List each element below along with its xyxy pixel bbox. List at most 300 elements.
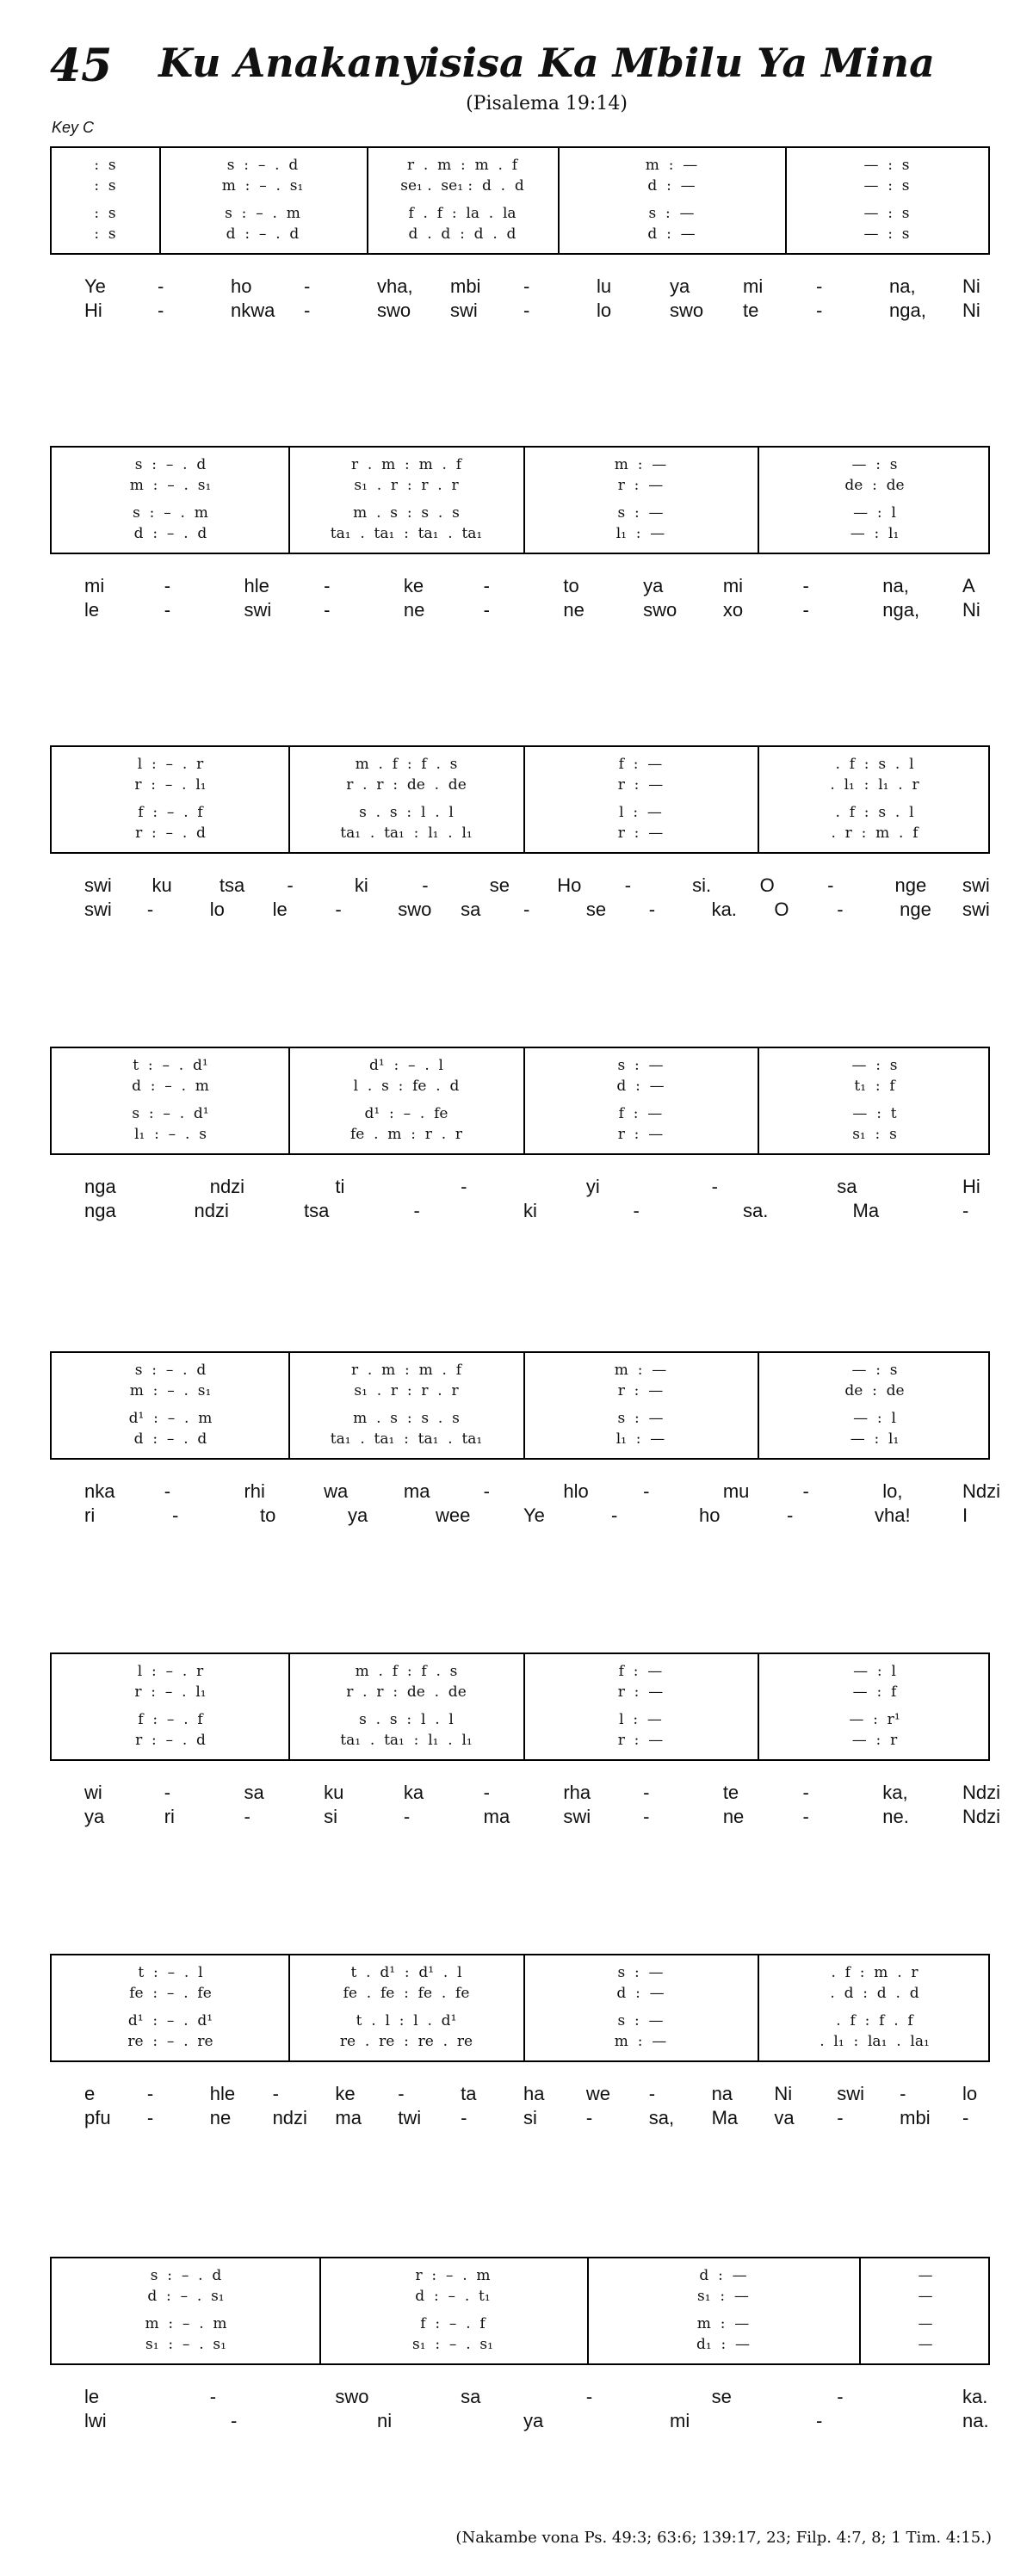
lyric-syllable: - (802, 1806, 809, 1827)
solfa-cell: ta₁ . ta₁ : ta₁ . ta₁ (330, 525, 483, 542)
solfa-cell: m : – . m (145, 2315, 227, 2332)
solfa-cell: m : — (696, 2315, 750, 2332)
lyric-syllable: swi (563, 1806, 591, 1827)
lyric-syllable: te (743, 300, 759, 321)
lyric-syllable: se (711, 2386, 732, 2407)
lyric-syllable: - (335, 899, 342, 920)
solfa-cell: m : — (645, 157, 698, 174)
lyric-syllable: Ma (711, 2107, 739, 2128)
solfa-cell: — : l₁ (850, 525, 900, 542)
lyric-syllable: - (164, 599, 171, 621)
lyric-syllable: si. (692, 874, 712, 896)
lyric-syllable: yi (585, 1176, 600, 1197)
lyric-syllable: - (633, 1200, 640, 1221)
solfa-cell: t₁ : f (854, 1078, 895, 1095)
solfa-cell: . f : f . f (836, 2012, 913, 2029)
bar-line (523, 1048, 525, 1153)
solfa-cell: l : — (619, 1711, 662, 1728)
solfa-cell: : s (94, 225, 116, 243)
solfa-cell: r : — (617, 776, 664, 794)
solfa-cell: ta₁ . ta₁ : ta₁ . ta₁ (330, 1430, 483, 1448)
solfa-cell: : s (94, 157, 116, 174)
lyric-syllable: ya (84, 1806, 105, 1827)
staff-box (50, 1652, 990, 1761)
lyric-syllable: Hi (962, 1176, 980, 1197)
lyric-syllable: ne (403, 599, 425, 621)
solfa-cell: . l₁ : la₁ . la₁ (820, 2033, 930, 2050)
lyric-syllable: - (461, 1176, 467, 1197)
lyric-syllable: - (802, 575, 809, 596)
lyric-syllable: na (711, 2083, 733, 2104)
solfa-cell: s : – . m (133, 504, 208, 522)
lyric-syllable: Ndzi (962, 1806, 1001, 1827)
lyric-syllable: si (523, 2107, 537, 2128)
lyric-syllable: swo (670, 300, 704, 321)
lyric-syllable: Ye (84, 275, 106, 297)
lyric-syllable: swi (450, 300, 478, 321)
solfa-cell: — : r¹ (849, 1711, 900, 1728)
lyric-syllable: nge (900, 899, 931, 920)
solfa-cell: r : — (617, 1732, 664, 1749)
lyric-syllable: ka (403, 1782, 424, 1803)
solfa-cell: — : s (851, 1057, 898, 1074)
solfa-cell: m : — (614, 2033, 667, 2050)
solfa-cell: t . d¹ : d¹ . l (350, 1964, 462, 1981)
bar-line (758, 448, 759, 553)
lyric-syllable: ke (403, 575, 424, 596)
lyric-syllable: - (146, 2107, 154, 2128)
lyric-syllable: ni (377, 2410, 393, 2431)
lyric-syllable: vha, (377, 275, 413, 297)
lyric-syllable: ne. (882, 1806, 909, 1827)
solfa-cell: r : — (617, 1126, 664, 1143)
lyric-syllable: - (164, 575, 171, 596)
lyric-syllable: - (209, 2386, 217, 2407)
solfa-cell: s : — (617, 2012, 664, 2029)
solfa-cell: — (918, 2288, 933, 2305)
solfa-cell: r : — (617, 1382, 664, 1399)
lyric-syllable: - (962, 1200, 969, 1221)
lyric-syllable: - (172, 1504, 179, 1526)
lyric-syllable: - (483, 1480, 490, 1502)
lyric-syllable: tsa (219, 874, 245, 896)
lyric-syllable: - (272, 2083, 279, 2104)
lyric-syllable: si (324, 1806, 338, 1827)
lyric-syllable: - (523, 899, 530, 920)
lyric-syllable: ta (461, 2083, 477, 2104)
lyric-syllable: nkwa (231, 300, 275, 321)
solfa-cell: d : — (647, 225, 696, 243)
lyric-syllable: - (585, 2107, 593, 2128)
solfa-cell: re : – . re (127, 2033, 213, 2050)
lyric-syllable: mi (743, 275, 764, 297)
lyric-syllable: I (962, 1504, 968, 1526)
lyric-syllable: hle (209, 2083, 236, 2104)
lyric-syllable: swo (643, 599, 677, 621)
solfa-cell: d : – . d (133, 525, 207, 542)
lyric-syllable: - (483, 1782, 490, 1803)
lyric-syllable: - (962, 2107, 969, 2128)
lyric-syllable: - (422, 874, 429, 896)
solfa-cell: . l₁ : l₁ . r (830, 776, 919, 794)
lyric-syllable: swi (244, 599, 272, 621)
lyric-syllable: - (900, 2083, 906, 2104)
lyric-syllable: na. (962, 2410, 989, 2431)
lyric-syllable: ku (152, 874, 172, 896)
solfa-cell: l . s : fe . d (353, 1078, 460, 1095)
solfa-cell: r . m : m . f (406, 157, 518, 174)
lyric-syllable: - (827, 874, 834, 896)
solfa-cell: — : l (853, 1410, 896, 1427)
lyric-syllable: - (611, 1504, 618, 1526)
lyric-syllable: swi (84, 874, 112, 896)
lyric-syllable: - (158, 300, 164, 321)
bar-line (758, 747, 759, 852)
lyric-syllable: - (403, 1806, 411, 1827)
lyric-syllable: se (489, 874, 510, 896)
solfa-cell: s : — (617, 504, 664, 522)
lyric-syllable: to (260, 1504, 276, 1526)
lyric-syllable: - (648, 2083, 656, 2104)
solfa-cell: d : — (699, 2267, 747, 2284)
solfa-cell: d : – . m (132, 1078, 209, 1095)
lyric-syllable: nka (84, 1480, 115, 1502)
lyric-syllable: - (483, 599, 490, 621)
solfa-cell: s . s : l . l (359, 1711, 454, 1728)
bar-line (758, 1048, 759, 1153)
solfa-cell: — : r (851, 1732, 898, 1749)
lyric-syllable: swo (398, 899, 432, 920)
lyric-syllable: swi (837, 2083, 865, 2104)
lyric-syllable: - (837, 2386, 844, 2407)
lyric-syllable: Ma (852, 1200, 880, 1221)
solfa-cell: : s (94, 177, 116, 195)
lyric-syllable: e (84, 2083, 96, 2104)
solfa-cell: r : – . m (415, 2267, 491, 2284)
lyric-syllable: hlo (563, 1480, 589, 1502)
hymn-title: Ku Anakanyisisa Ka Mbilu Ya Mina (158, 40, 935, 86)
staff-box (50, 446, 990, 554)
lyric-syllable: - (643, 1782, 650, 1803)
lyric-syllable: mi (722, 575, 744, 596)
lyric-syllable: lo (962, 2083, 978, 2104)
solfa-cell: . f : s . l (835, 804, 914, 821)
solfa-cell: de : de (844, 477, 905, 494)
solfa-cell: s₁ . r : r . r (354, 477, 459, 494)
solfa-cell: s : – . d (134, 1362, 207, 1379)
lyric-syllable: - (523, 275, 530, 297)
solfa-cell: — : s (851, 1362, 898, 1379)
solfa-cell: s : — (648, 205, 695, 222)
lyric-syllable: - (146, 2083, 154, 2104)
solfa-cell: r . m : m . f (350, 1362, 462, 1379)
lyric-syllable: swi (962, 874, 990, 896)
lyric-syllable: sa (461, 899, 481, 920)
solfa-cell: s₁ : — (697, 2288, 749, 2305)
lyric-syllable: nga, (882, 599, 920, 621)
lyric-syllable: va (774, 2107, 795, 2128)
lyric-syllable: sa (461, 2386, 481, 2407)
staff-box (50, 146, 990, 255)
lyric-syllable: - (324, 575, 331, 596)
solfa-cell: m . f : f . s (355, 1663, 458, 1680)
staff-box (50, 1351, 990, 1460)
lyric-syllable: nga, (889, 300, 926, 321)
solfa-cell: l₁ : – . s (134, 1126, 207, 1143)
lyric-syllable: nga (84, 1176, 116, 1197)
lyric-syllable: A (962, 575, 975, 596)
lyric-syllable: lu (597, 275, 612, 297)
solfa-cell: r : — (617, 477, 664, 494)
solfa-cell: r . r : de . de (346, 1683, 467, 1701)
lyric-syllable: ma (483, 1806, 510, 1827)
bar-line (758, 1654, 759, 1759)
lyric-syllable: te (722, 1782, 739, 1803)
lyric-syllable: O (774, 899, 789, 920)
lyric-syllable: ya (670, 275, 690, 297)
solfa-cell: m : — (614, 1362, 667, 1379)
solfa-cell: t : – . d¹ (133, 1057, 208, 1074)
solfa-cell: d : — (647, 177, 696, 195)
bar-line (288, 448, 290, 553)
lyric-syllable: ti (335, 1176, 345, 1197)
solfa-cell: — : s (863, 205, 910, 222)
solfa-cell: d : – . t₁ (415, 2288, 491, 2305)
lyric-syllable: le (84, 599, 100, 621)
lyric-syllable: - (523, 300, 530, 321)
lyric-syllable: ke (335, 2083, 356, 2104)
lyric-syllable: ma (335, 2107, 362, 2128)
lyric-syllable: Ndzi (962, 1480, 1001, 1502)
lyric-syllable: wi (84, 1782, 102, 1803)
lyric-syllable: - (244, 1806, 251, 1827)
lyric-syllable: - (164, 1782, 171, 1803)
lyric-syllable: lo (209, 899, 225, 920)
solfa-cell: fe : – . fe (129, 1985, 212, 2002)
solfa-cell: r : – . d (135, 825, 206, 842)
solfa-cell: — : l₁ (850, 1430, 900, 1448)
lyric-syllable: ma (403, 1480, 430, 1502)
lyric-syllable: Ndzi (962, 1782, 1001, 1803)
solfa-cell: s : – . d (150, 2267, 222, 2284)
solfa-cell: l : – . r (137, 1663, 204, 1680)
bar-line (288, 747, 290, 852)
bar-line (288, 1048, 290, 1153)
lyric-syllable: ya (348, 1504, 368, 1526)
solfa-cell: d¹ : – . m (128, 1410, 213, 1427)
lyric-syllable: ki (523, 1200, 537, 1221)
solfa-cell: — : s (863, 225, 910, 243)
solfa-cell: s : – . d (226, 157, 299, 174)
lyric-syllable: ki (354, 874, 368, 896)
lyric-syllable: hle (244, 575, 269, 596)
solfa-cell: . f : s . l (835, 756, 914, 773)
solfa-cell: ta₁ . ta₁ : l₁ . l₁ (340, 825, 473, 842)
solfa-cell: f : — (618, 1105, 663, 1122)
solfa-cell: d : – . s₁ (147, 2288, 225, 2305)
lyric-syllable: na, (882, 575, 909, 596)
lyric-syllable: mu (722, 1480, 750, 1502)
lyric-syllable: swi (962, 899, 990, 920)
lyric-syllable: xo (722, 599, 744, 621)
bar-line (523, 747, 525, 852)
lyric-syllable: - (304, 300, 311, 321)
lyric-syllable: swo (377, 300, 411, 321)
solfa-cell: l : – . r (137, 756, 204, 773)
lyric-syllable: ne (209, 2107, 232, 2128)
solfa-cell: r : – . d (135, 1732, 206, 1749)
solfa-cell: de : de (844, 1382, 905, 1399)
solfa-cell: r : — (617, 1683, 664, 1701)
solfa-cell: . f : m . r (831, 1964, 919, 1981)
solfa-cell: r . m : m . f (350, 456, 462, 473)
lyric-syllable: ndzi (209, 1176, 245, 1197)
footer-references: (Nakambe vona Ps. 49:3; 63:6; 139:17, 23; Filp. 4:7, 8; 1 Tim. 4:15.) (455, 2529, 992, 2547)
solfa-cell: s . s : l . l (359, 804, 454, 821)
lyric-syllable: - (816, 2410, 823, 2431)
solfa-cell: — : l (853, 504, 896, 522)
lyric-syllable: - (648, 899, 656, 920)
solfa-cell: . r : m . f (831, 825, 919, 842)
solfa-cell: . d : d . d (830, 1985, 919, 2002)
lyric-syllable: se (585, 899, 607, 920)
lyric-syllable: - (287, 874, 294, 896)
lyric-syllable: wa (324, 1480, 349, 1502)
lyric-syllable: - (146, 899, 154, 920)
solfa-cell: — (918, 2315, 933, 2332)
lyric-syllable: mbi (450, 275, 481, 297)
solfa-cell: d¹ : – . l (369, 1057, 443, 1074)
lyric-syllable: nga (84, 1200, 116, 1221)
lyric-syllable: - (837, 899, 844, 920)
lyric-syllable: lwi (84, 2410, 107, 2431)
bar-line (523, 448, 525, 553)
lyric-syllable: to (563, 575, 579, 596)
lyric-syllable: - (164, 1480, 171, 1502)
solfa-cell: — (918, 2267, 933, 2284)
lyric-syllable: rha (563, 1782, 591, 1803)
solfa-cell: r . r : de . de (346, 776, 467, 794)
lyric-syllable: ne (722, 1806, 745, 1827)
solfa-cell: f : – . f (138, 1711, 203, 1728)
lyric-syllable: - (643, 1806, 650, 1827)
solfa-cell: s₁ : – . s₁ (412, 2336, 493, 2353)
solfa-cell: — (918, 2336, 933, 2353)
solfa-cell: s : — (617, 1410, 664, 1427)
solfa-cell: s₁ : s (852, 1126, 897, 1143)
solfa-cell: l₁ : — (615, 525, 665, 542)
lyric-syllable: sa, (648, 2107, 675, 2128)
lyric-syllable: - (711, 1176, 718, 1197)
lyric-syllable: ya (523, 2410, 544, 2431)
solfa-cell: d : – . d (133, 1430, 207, 1448)
solfa-cell: — : s (851, 456, 898, 473)
bar-line (288, 1955, 290, 2060)
lyric-syllable: Ye (523, 1504, 545, 1526)
solfa-cell: d₁ : — (696, 2336, 751, 2353)
lyric-syllable: - (816, 275, 823, 297)
lyric-syllable: - (461, 2107, 467, 2128)
lyric-syllable: Ni (774, 2083, 793, 2104)
lyric-syllable: ndzi (272, 2107, 307, 2128)
lyric-syllable: - (304, 275, 311, 297)
lyric-syllable: - (585, 2386, 593, 2407)
bar-line (523, 1353, 525, 1458)
hymn-number: 45 (50, 40, 113, 92)
lyric-syllable: pfu (84, 2107, 111, 2128)
lyric-syllable: - (643, 1480, 650, 1502)
solfa-cell: : s (94, 205, 116, 222)
solfa-cell: r : – . l₁ (134, 1683, 207, 1701)
solfa-cell: s : – . d (134, 456, 207, 473)
bar-line (523, 1654, 525, 1759)
solfa-cell: m : – . s₁ (129, 1382, 212, 1399)
solfa-cell: m . s : s . s (353, 504, 460, 522)
solfa-cell: f : — (618, 1663, 663, 1680)
lyric-syllable: - (816, 300, 823, 321)
solfa-cell: d . d : d . d (408, 225, 516, 243)
lyric-syllable: tsa (304, 1200, 330, 1221)
solfa-cell: re . re : re . re (339, 2033, 473, 2050)
lyric-syllable: Ni (962, 300, 980, 321)
lyric-syllable: - (837, 2107, 844, 2128)
solfa-cell: d¹ : – . d¹ (127, 2012, 213, 2029)
solfa-cell: s : – . d¹ (132, 1105, 209, 1122)
key-signature: Key C (52, 119, 95, 136)
bar-line (288, 1353, 290, 1458)
lyric-syllable: we (585, 2083, 610, 2104)
lyric-syllable: Ni (962, 275, 980, 297)
solfa-cell: m . s : s . s (353, 1410, 460, 1427)
lyric-syllable: - (231, 2410, 238, 2431)
lyric-syllable: le (84, 2386, 100, 2407)
solfa-cell: s : — (617, 1964, 664, 1981)
solfa-cell: l : — (619, 804, 662, 821)
solfa-cell: d : — (616, 1985, 665, 2002)
staff-box (50, 2257, 990, 2365)
solfa-cell: l₁ : — (615, 1430, 665, 1448)
bar-line (758, 1955, 759, 2060)
lyric-syllable: - (483, 575, 490, 596)
lyric-syllable: Hi (84, 300, 102, 321)
solfa-cell: r : — (617, 825, 664, 842)
solfa-cell: f . f : la . la (408, 205, 516, 222)
lyric-syllable: ne (563, 599, 585, 621)
solfa-cell: s : – . m (225, 205, 300, 222)
solfa-cell: s : — (617, 1057, 664, 1074)
lyric-syllable: ka, (882, 1782, 908, 1803)
solfa-cell: f : — (618, 756, 663, 773)
lyric-syllable: ku (324, 1782, 344, 1803)
solfa-cell: m : – . s₁ (221, 177, 304, 195)
solfa-cell: ta₁ . ta₁ : l₁ . l₁ (340, 1732, 473, 1749)
solfa-cell: f : – . f (138, 804, 203, 821)
solfa-cell: se₁ . se₁ : d . d (400, 177, 524, 195)
lyric-syllable: - (802, 599, 809, 621)
lyric-syllable: swo (335, 2386, 369, 2407)
lyric-syllable: ho (699, 1504, 721, 1526)
lyric-syllable: ka. (962, 2386, 988, 2407)
solfa-cell: r : – . l₁ (134, 776, 207, 794)
lyric-syllable: lo (597, 300, 612, 321)
lyric-syllable: lo, (882, 1480, 903, 1502)
lyric-syllable: ndzi (194, 1200, 229, 1221)
lyric-syllable: vha! (875, 1504, 911, 1526)
lyric-syllable: ya (643, 575, 664, 596)
staff-box (50, 745, 990, 854)
solfa-cell: — : f (852, 1683, 897, 1701)
lyric-syllable: swi (84, 899, 112, 920)
